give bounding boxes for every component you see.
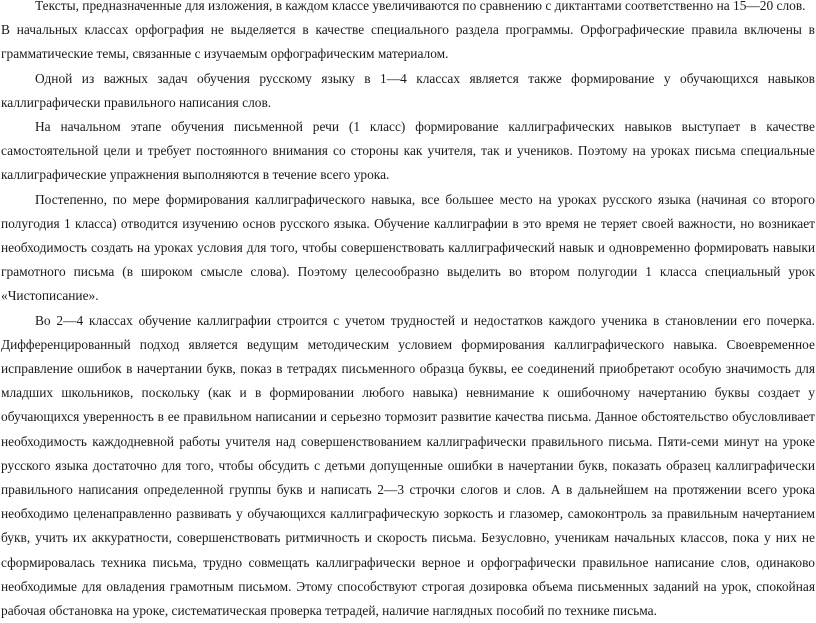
paragraph-first-grade: На начальном этапе обучения письменной речи (1 класс) формирование каллиграфических навыков выступает в качестве самостоятельной цели и требует постоянного внимания со стороны как учителя, так и учеников. Поэтому на уроках письма специальные каллиграфические упражнения выполняются в течение всего урока. bbox=[1, 119, 815, 183]
paragraph-orthography: В начальных классах орфография не выделяется в качестве специального раздела программы. Орфографические правила включены в грамматические темы, связанные с изучаемым орфографическим материалом. bbox=[1, 22, 815, 62]
paragraph-dictation-length: Тексты, предназначенные для изложения, в каждом классе увеличиваются по сравнению с диктантами соответственно на 15—20 слов. bbox=[35, 0, 806, 13]
paragraph-calligraphy-goal: Одной из важных задач обучения русскому языку в 1—4 классах является также формирование у обучающихся навыков каллиграфически правильного написания слов. bbox=[1, 70, 815, 110]
paragraph-grades-2-4: Во 2—4 классах обучение каллиграфии строится с учетом трудностей и недостатков каждого ученика в становлении его почерка. Дифференцированный подход является ведущим методическим условием формирования каллиграфического навыка. Своевременное исправление ошибок в начертании букв, показ в тетрадях письменного образца буквы, ее соединений приобретают особую значимость для младших школьников, поскольку (как и в формировании любого навыка) невнимание к ошибочному начертанию буквы создает у обучающихся уверенность в ее правильном написании и серьезно тормозит развитие качества письма. Данное обстоятельство обусловливает необходимость каждодневной работы учителя над совершенствованием каллиграфически правильного письма. Пяти-семи минут на уроке русского языка достаточно для того, чтобы обсудить с детьми допущенные ошибки в начертании букв, показать образец каллиграфически правильного написания определенной группы букв и написать 2—3 строчки слогов и слов. А в дальнейшем на протяжении всего урока необходимо целенаправленно развивать у обучающихся каллиграфическую зоркость и глазомер, самоконтроль за правильным начертанием букв, учить их аккуратности, совершенствовать ритмичность и скорость письма. Безусловно, ученикам начальных классов, пока у них не сформировалась техника письма, трудно совмещать каллиграфически верное и орфографически правильное написание слов, одинаково необходимые для овладения грамотным письмом. Этому способствуют строгая дозировка объема письменных заданий на урок, спокойная рабочая обстановка на уроке, систематическая проверка тетрадей, наличие наглядных пособий по технике письма. bbox=[1, 312, 815, 619]
paragraph-gradual-formation: Постепенно, по мере формирования каллиграфического навыка, все большее место на уроках русского языка (начиная со второго полугодия 1 класса) отводится изучению основ русского языка. Обучение каллиграфии в это время не теряет своей важности, но возникает необходимость создать на уроках условия для того, чтобы совершенствовать каллиграфический навык и одновременно формировать навыки грамотного письма (в широком смысле слова). Поэтому целесообразно выделить во втором полугодии 1 класса специальный урок «Чистописание». bbox=[1, 191, 815, 304]
